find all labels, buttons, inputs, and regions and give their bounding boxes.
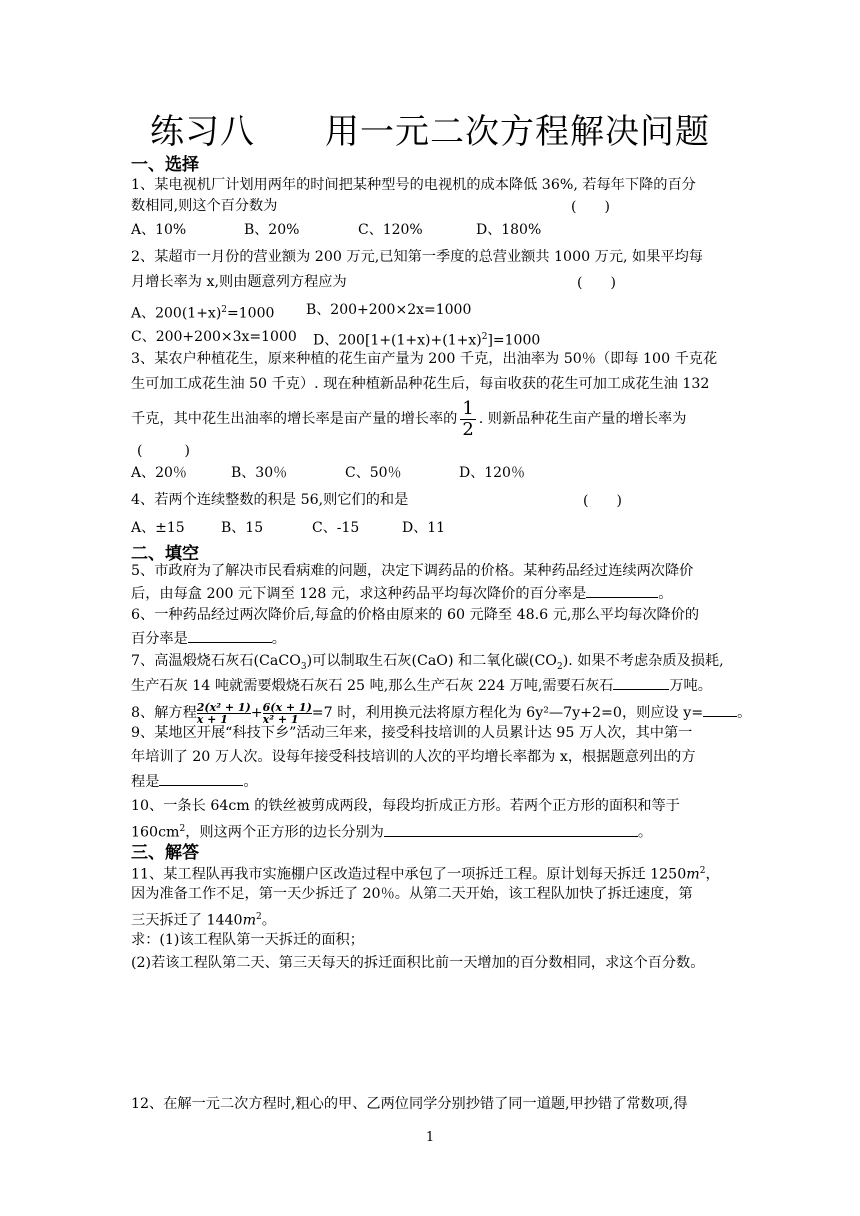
q2-option-a: A、$200(1+x)^2=1000$ <box>131 305 275 322</box>
q8-fraction-2: $\frac{6(x + 1)}{\text{x² + 1}}$ <box>262 702 312 724</box>
section-heading-solve: 三、解答 <box>131 843 199 863</box>
q4-option-d: D、11 <box>402 520 446 536</box>
q11-line3: 三天拆迁了 $1440m^2$。 <box>131 912 276 929</box>
q9-line3: 程是 。 <box>131 771 258 792</box>
q12-line1: 12、在解一元二次方程时,粗心的甲、乙两位同学分别抄错了同一道题,甲抄错了常数项,得 <box>131 1096 688 1112</box>
q5-answer-blank[interactable] <box>586 583 658 598</box>
q3-option-d: D、120％ <box>459 465 525 481</box>
q2-line2: 月增长率为 x,则由题意列方程应为 <box>131 274 347 290</box>
q3-line1: 3、某农户种植花生，原来种植的花生亩产量为 200 千克，出油率为 50％（即每 100 千克花 <box>131 351 718 367</box>
q4-answer-paren: ( ) <box>583 493 622 509</box>
q2-line1: 2、某超市一月份的营业额为 200 万元,已知第一季度的总营业额共 1000 万元, 如果平均每 <box>131 249 703 265</box>
q11-part2: (2)若该工程队第二天、第三天每天的拆迁面积比前一天增加的百分数相同，求这个百分数。 <box>131 955 705 971</box>
section-heading-fill: 二、填空 <box>131 544 199 564</box>
q4-option-c: C、-15 <box>312 520 360 536</box>
q4-option-a: A、±15 <box>131 520 185 536</box>
q1-option-d: D、180% <box>476 222 542 238</box>
q3-line2: 生可加工成花生油 50 千克）. 现在种植新品种花生后，每亩收获的花生可加工成花生油 132 <box>131 376 710 392</box>
q3-option-a: A、20％ <box>131 465 187 481</box>
q6-answer-blank[interactable] <box>188 628 272 643</box>
q5-line2: 后，由每盒 200 元下调至 128 元，求这种药品平均每次降价的百分率是 。 <box>131 583 672 604</box>
q5-line1: 5、市政府为了解决市民看病难的问题，决定下调药品的价格。某种药品经过连续两次降价 <box>131 563 694 579</box>
q6-line1: 6、一种药品经过两次降价后,每盒的价格由原来的 60 元降至 48.6 元,那么平均每次降价的 <box>131 607 700 623</box>
q6-line2: 百分率是 。 <box>131 628 286 649</box>
q10-line2: $160cm^2$，则这两个正方形的边长分别为 。 <box>131 819 652 843</box>
page-number: 1 <box>425 1130 435 1145</box>
q7-answer-blank[interactable] <box>613 675 669 690</box>
q10-answer-blank[interactable] <box>384 822 638 837</box>
q7-line1: 7、高温煅烧石灰石(CaCO$_3$)可以制取生石灰(CaO) 和二氧化碳$(CO_2)$. 如果不考虑杂质及损耗, <box>131 653 724 672</box>
q8-line: 8、解方程 $\frac{\text{2(x² + 1)}}{x + 1}$ + $\frac{6(x + 1)}{\text{x² + 1}}$ =7 时，利用换元法将原方程化为 6y²—7y+2=0，则应设 y= 。 <box>131 702 752 724</box>
q2-option-c: C、200+200×3x=1000 <box>131 329 297 345</box>
q1-line1: 1、某电视机厂计划用两年的时间把某种型号的电视机的成本降低 36%, 若每年下降的百分 <box>131 177 696 193</box>
q3-option-b: B、30％ <box>231 465 288 481</box>
q9-line1: 9、某地区开展“科技下乡”活动三年来，接受科技培训的人员累计达 95 万人次，其中第一 <box>131 725 693 741</box>
q2-option-d: D、$200[1+(1+x)+(1+x)^2]=1000$ <box>313 332 541 349</box>
q7-line2: 生产石灰 14 吨就需要煅烧石灰石 25 吨,那么生产石灰 224 万吨,需要石灰石 万吨。 <box>131 675 712 696</box>
q1-answer-paren: ( ) <box>571 199 610 215</box>
q1-line2: 数相同,则这个百分数为 <box>131 198 278 214</box>
q8-answer-blank[interactable] <box>703 702 737 717</box>
page-title: 练习八 用一元二次方程解决问题 <box>150 112 710 152</box>
q1-option-b: B、20% <box>244 222 300 238</box>
q3-answer-paren: ( ) <box>137 443 190 459</box>
q10-line1: 10、一条长 64cm 的铁丝被剪成两段，每段均折成正方形。若两个正方形的面积和等于 <box>131 798 680 814</box>
q4-option-b: B、15 <box>221 520 264 536</box>
q3-line3: 千克，其中花生出油率的增长率是亩产量的增长率的 $\frac{1}{2}$ . 则新品种花生亩产量的增长率为 <box>131 397 687 440</box>
q9-line2: 年培训了 20 万人次。设每年接受科技培训的人次的平均增长率都为 x，根据题意列出的方 <box>131 749 696 765</box>
q4-line1: 4、若两个连续整数的积是 56,则它们的和是 <box>131 492 409 508</box>
q1-option-a: A、10% <box>131 222 187 238</box>
q2-answer-paren: ( ) <box>577 275 616 291</box>
q11-line1: 11、某工程队再我市实施棚户区改造过程中承包了一项拆迁工程。原计划每天拆迁 $1250m^2$， <box>131 866 720 883</box>
section-heading-choice: 一、选择 <box>131 155 199 175</box>
fraction-one-half: $\frac{1}{2}$ <box>462 397 474 440</box>
q1-option-c: C、120% <box>358 222 423 238</box>
q2-option-b: B、200+200×2x=1000 <box>306 302 472 318</box>
q9-answer-blank[interactable] <box>159 771 243 786</box>
q11-line2: 因为准备工作不足，第一天少拆迁了 20％。从第二天开始，该工程队加快了拆迁速度，第 <box>131 886 693 902</box>
q11-part1: 求：(1)该工程队第一天拆迁的面积； <box>131 932 364 948</box>
q3-option-c: C、50％ <box>345 465 402 481</box>
q8-fraction-1: $\frac{\text{2(x² + 1)}}{x + 1}$ <box>196 702 251 724</box>
